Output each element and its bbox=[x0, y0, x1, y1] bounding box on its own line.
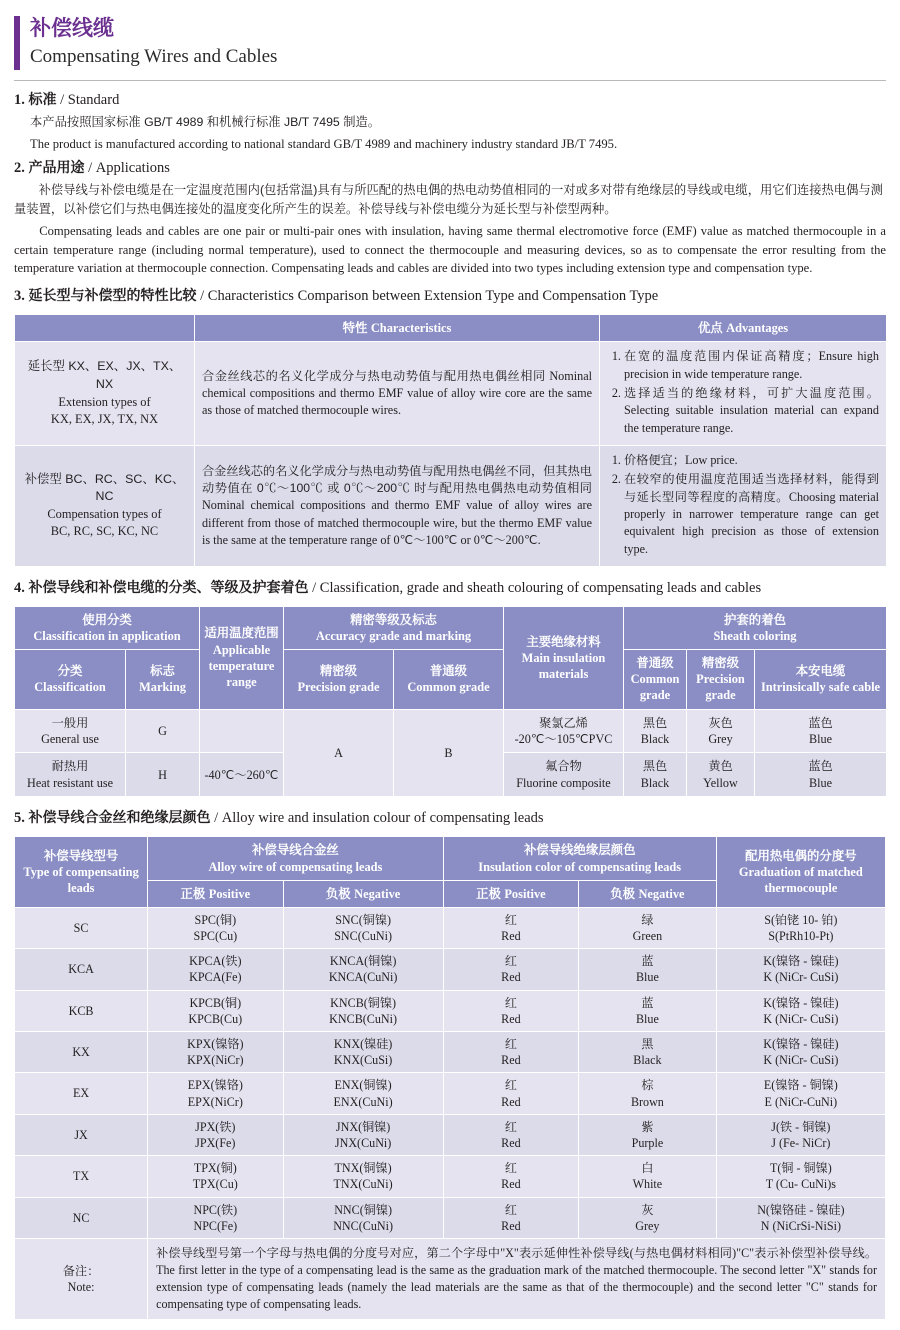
t4-row1-temp bbox=[200, 709, 284, 753]
t4-header-marking: 标志 Marking bbox=[126, 650, 200, 709]
t5-row-insulation-negative: 蓝 Blue bbox=[579, 949, 717, 990]
t5-row-type: SC bbox=[15, 907, 148, 948]
table-row bbox=[15, 342, 887, 446]
t4-header-precision-grade: 精密级 Precision grade bbox=[284, 650, 394, 709]
t5-row-graduation: E(镍铬 - 铜镍) E (NiCr-CuNi) bbox=[716, 1073, 885, 1114]
t5-row-insulation-negative: 黑 Black bbox=[579, 1031, 717, 1072]
t5-row-graduation: K(镍铬 - 镍硅) K (NiCr- CuSi) bbox=[716, 990, 885, 1031]
table-row bbox=[15, 445, 887, 566]
characteristics-table bbox=[14, 314, 887, 567]
t5-row-insulation-negative: 白 White bbox=[579, 1156, 717, 1197]
t5-row-type: TX bbox=[15, 1156, 148, 1197]
t5-row-alloy-negative: KNCB(铜镍) KNCB(CuNi) bbox=[283, 990, 443, 1031]
t5-row-alloy-positive: JPX(铁) JPX(Fe) bbox=[148, 1114, 283, 1155]
section-2-title-en: Applications bbox=[95, 160, 170, 177]
t3-header-characteristics: 特性 Characteristics bbox=[195, 315, 600, 342]
t4-precision-grade-value: A bbox=[284, 709, 394, 797]
t5-row-alloy-positive: KPX(镍铬) KPX(NiCr) bbox=[148, 1031, 283, 1072]
t5-row-graduation: T(铜 - 铜镍) T (Cu- CuNi)s bbox=[716, 1156, 885, 1197]
t4-header-insulation: 主要绝缘材料 Main insulation materials bbox=[504, 606, 624, 709]
t4-row2-sheath-common: 黑色 Black bbox=[624, 753, 687, 797]
t5-row-alloy-negative: SNC(铜镍) SNC(CuNi) bbox=[283, 907, 443, 948]
title-texts bbox=[30, 16, 277, 70]
t5-row-alloy-negative: JNX(铜镍) JNX(CuNi) bbox=[283, 1114, 443, 1155]
t4-header-sheath-safe: 本安电缆 Intrinsically safe cable bbox=[755, 650, 887, 709]
section-4-number: 4. bbox=[14, 579, 25, 596]
t5-row-insulation-positive: 红 Red bbox=[443, 1073, 578, 1114]
t5-row-alloy-positive: SPC(铜) SPC(Cu) bbox=[148, 907, 283, 948]
section-1-number: 1. bbox=[14, 91, 25, 108]
t5-row-alloy-positive: EPX(镍铬) EPX(NiCr) bbox=[148, 1073, 283, 1114]
t4-row2-marking: H bbox=[126, 753, 200, 797]
section-5-title-cn: 补偿导线合金丝和绝缘层颜色 bbox=[28, 809, 211, 826]
section-4-title-cn: 补偿导线和补偿电缆的分类、等级及护套着色 bbox=[28, 578, 309, 595]
section-3-title-en: Characteristics Comparison between Extension Type and Compensation Type bbox=[207, 288, 659, 305]
t5-row-insulation-positive: 红 Red bbox=[443, 1197, 578, 1238]
section-2-body-en: Compensating leads and cables are one pair or multi-pair ones with insulation, having same thermal electromotive force (EMF) value as matched thermocouple in a certain temperature range (including normal temperature), used to connect the thermocouple and measuring devices, so as to compensate the error resulting from the temperature variation at thermocouple connection. Compensating leads and cables are divided into two types including extension type and compensation type. bbox=[14, 224, 886, 275]
section-4-separator: / bbox=[312, 579, 317, 596]
t5-row-alloy-positive: NPC(铁) NPC(Fe) bbox=[148, 1197, 283, 1238]
t5-header-insulation-positive: 正极 Positive bbox=[443, 880, 578, 907]
t4-header-sheath-common: 普通级 Common grade bbox=[624, 650, 687, 709]
t5-row-insulation-positive: 红 Red bbox=[443, 1114, 578, 1155]
t5-row-type: JX bbox=[15, 1114, 148, 1155]
table-row bbox=[15, 1031, 886, 1072]
t5-header-alloy-group: 补偿导线合金丝 Alloy wire of compensating leads bbox=[148, 837, 444, 880]
t5-row-alloy-negative: ENX(铜镍) ENX(CuNi) bbox=[283, 1073, 443, 1114]
t5-row-alloy-positive: KPCA(铁) KPCA(Fe) bbox=[148, 949, 283, 990]
t3-row2-advantages: 1. 价格便宜；Low price. 2. 在较窄的使用温度范围适当选择材料，能得到与延长型同等程度的高精度。Choosing material properly in narrower temperature range can get equivalent high precision as those of extension type. bbox=[600, 445, 887, 566]
t3-row1-characteristics: 合金丝线芯的名义化学成分与热电动势值与配用热电偶丝相同 Nominal chemical compositions and thermo EMF value of alloy wire core are the same as those of matched thermocouple wires. bbox=[195, 342, 600, 446]
t3-row1-label: 延长型 KX、EX、JX、TX、NX Extension types of KX, EX, JX, TX, NX bbox=[15, 342, 195, 446]
t5-header-alloy-positive: 正极 Positive bbox=[148, 880, 283, 907]
t5-row-alloy-negative: TNX(铜镍) TNX(CuNi) bbox=[283, 1156, 443, 1197]
section-classification bbox=[0, 577, 900, 599]
title-en: Compensating Wires and Cables bbox=[30, 46, 278, 68]
t4-row1-insulation: 聚氯乙烯 -20℃～105℃PVC bbox=[504, 709, 624, 753]
t5-row-graduation: K(镍铬 - 镍硅) K (NiCr- CuSi) bbox=[716, 1031, 885, 1072]
bottom-spacer bbox=[0, 1320, 900, 1330]
table-row bbox=[15, 315, 887, 342]
t4-row1-sheath-safe: 蓝色 Blue bbox=[755, 709, 887, 753]
t3-row2-label: 补偿型 BC、RC、SC、KC、NC Compensation types of BC, RC, SC, KC, NC bbox=[15, 445, 195, 566]
table-row bbox=[15, 1114, 886, 1155]
t3-row2-characteristics: 合金丝线芯的名义化学成分与热电动势值与配用热电偶丝不同，但其热电动势值在 0℃～100℃ 或 0℃～200℃ 时与配用热电偶热电动势值相同 Nominal chemical compositions and thermo EMF value of alloy wires are different from those of matched thermocouple wire, but the thermo EMF value is the same at the temperature range of 0℃～100℃ or 0℃～200℃. bbox=[195, 445, 600, 566]
section-2-title-cn: 产品用途 bbox=[28, 159, 85, 176]
t4-row2-temp: -40℃～260℃ bbox=[200, 753, 284, 797]
section-alloy-colour bbox=[0, 807, 900, 829]
t5-row-insulation-negative: 棕 Brown bbox=[579, 1073, 717, 1114]
t3-header-blank bbox=[15, 315, 195, 342]
title-cn: 补偿线缆 bbox=[30, 17, 114, 40]
t5-row-graduation: K(镍铬 - 镍硅) K (NiCr- CuSi) bbox=[716, 949, 885, 990]
t5-row-graduation: N(镍铬硅 - 镍硅) N (NiCrSi-NiSi) bbox=[716, 1197, 885, 1238]
section-1-separator: / bbox=[60, 91, 65, 108]
classification-table bbox=[14, 606, 887, 798]
table-row bbox=[15, 990, 886, 1031]
t4-row1-sheath-precision: 灰色 Grey bbox=[687, 709, 755, 753]
table-row bbox=[15, 1073, 886, 1114]
table-row bbox=[15, 1197, 886, 1238]
t4-header-classification-group: 使用分类 Classification in application bbox=[15, 606, 200, 649]
t5-note-label: 备注： Note: bbox=[15, 1239, 148, 1320]
t4-header-accuracy-group: 精密等级及标志 Accuracy grade and marking bbox=[284, 606, 504, 649]
t4-row2-class: 耐热用 Heat resistant use bbox=[15, 753, 126, 797]
t3-row1-advantages: 1. 在宽的温度范围内保证高精度；Ensure high precision in wide temperature range. 2. 选择适当的绝缘材料，可扩大温度范围。Selecting suitable insulation material can expand the temperature range. bbox=[600, 342, 887, 446]
section-1-heading bbox=[14, 89, 886, 111]
t5-row-insulation-positive: 红 Red bbox=[443, 1031, 578, 1072]
t5-row-type: KX bbox=[15, 1031, 148, 1072]
page-title bbox=[0, 0, 900, 70]
section-4-title-en: Classification, grade and sheath colouring of compensating leads and cables bbox=[319, 579, 762, 596]
table-row bbox=[15, 1156, 886, 1197]
title-divider bbox=[14, 80, 886, 81]
section-1-body-en: The product is manufactured according to national standard GB/T 4989 and machinery industry standard JB/T 7495. bbox=[30, 137, 618, 151]
t4-header-sheath-group: 护套的着色 Sheath coloring bbox=[624, 606, 887, 649]
t5-row-type: KCB bbox=[15, 990, 148, 1031]
section-2-heading bbox=[14, 157, 886, 179]
section-3-heading bbox=[14, 285, 886, 307]
table-row bbox=[15, 837, 886, 880]
t5-header-graduation: 配用热电偶的分度号 Graduation of matched thermocouple bbox=[716, 837, 885, 907]
t5-row-alloy-negative: NNC(铜镍) NNC(CuNi) bbox=[283, 1197, 443, 1238]
section-1-title-cn: 标准 bbox=[28, 90, 57, 107]
t5-row-alloy-negative: KNX(镍硅) KNX(CuSi) bbox=[283, 1031, 443, 1072]
t5-header-alloy-negative: 负极 Negative bbox=[283, 880, 443, 907]
t5-row-insulation-positive: 红 Red bbox=[443, 990, 578, 1031]
t4-header-class: 分类 Classification bbox=[15, 650, 126, 709]
t4-header-temperature: 适用温度范围 Applicable temperature range bbox=[200, 606, 284, 709]
t5-row-insulation-negative: 蓝 Blue bbox=[579, 990, 717, 1031]
t5-header-type: 补偿导线型号 Type of compensating leads bbox=[15, 837, 148, 907]
t5-header-insulation-group: 补偿导线绝缘层颜色 Insulation color of compensating leads bbox=[443, 837, 716, 880]
section-applications bbox=[0, 157, 900, 277]
section-standard bbox=[0, 89, 900, 153]
t5-row-alloy-negative: KNCA(铜镍) KNCA(CuNi) bbox=[283, 949, 443, 990]
section-1-title-en: Standard bbox=[67, 91, 120, 108]
t5-row-insulation-negative: 绿 Green bbox=[579, 907, 717, 948]
title-accent-bar bbox=[14, 16, 20, 70]
section-characteristics bbox=[0, 285, 900, 307]
t5-row-type: KCA bbox=[15, 949, 148, 990]
alloy-colour-table bbox=[14, 836, 886, 1319]
t5-row-alloy-positive: KPCB(铜) KPCB(Cu) bbox=[148, 990, 283, 1031]
t4-common-grade-value: B bbox=[394, 709, 504, 797]
t5-note-text: 补偿导线型号第一个字母与热电偶的分度号对应，第二个字母中"X"表示延伸性补偿导线(与热电偶材料相同)"C"表示补偿型补偿导线。 The first letter in the type of a compensating lead is the same as the graduation mark of the matched thermocouple. The second letter "X" stands for extension type of compensating leads (namely the lead materials are the same as that of the thermocouple) and the second letter "C" stands for compensating type of compensating leads. bbox=[148, 1239, 886, 1320]
section-5-number: 5. bbox=[14, 810, 25, 827]
t5-row-insulation-negative: 灰 Grey bbox=[579, 1197, 717, 1238]
t5-row-insulation-positive: 红 Red bbox=[443, 907, 578, 948]
section-5-separator: / bbox=[214, 810, 219, 827]
section-4-heading bbox=[14, 577, 886, 599]
table-row bbox=[15, 606, 887, 649]
section-3-number: 3. bbox=[14, 288, 25, 305]
section-5-title-en: Alloy wire and insulation colour of compensating leads bbox=[221, 810, 544, 827]
t4-header-common-grade: 普通级 Common grade bbox=[394, 650, 504, 709]
table-row bbox=[15, 650, 887, 709]
t4-row2-sheath-precision: 黄色 Yellow bbox=[687, 753, 755, 797]
section-3-separator: / bbox=[200, 288, 205, 305]
section-3-title-cn: 延长型与补偿型的特性比较 bbox=[28, 287, 197, 304]
t4-header-sheath-precision: 精密级 Precision grade bbox=[687, 650, 755, 709]
t5-row-type: NC bbox=[15, 1197, 148, 1238]
t4-row2-insulation: 氟合物 Fluorine composite bbox=[504, 753, 624, 797]
t5-row-type: EX bbox=[15, 1073, 148, 1114]
section-2-number: 2. bbox=[14, 160, 25, 177]
table-row bbox=[15, 1239, 886, 1320]
t4-row2-sheath-safe: 蓝色 Blue bbox=[755, 753, 887, 797]
table-row bbox=[15, 907, 886, 948]
t5-row-insulation-negative: 紫 Purple bbox=[579, 1114, 717, 1155]
table-row bbox=[15, 709, 887, 753]
table-row bbox=[15, 949, 886, 990]
t5-row-graduation: S(铂铑 10- 铂) S(PtRh10-Pt) bbox=[716, 907, 885, 948]
t5-row-graduation: J(铁 - 铜镍) J (Fe- NiCr) bbox=[716, 1114, 885, 1155]
section-1-body-cn: 本产品按照国家标准 GB/T 4989 和机械行标准 JB/T 7495 制造。 bbox=[30, 114, 381, 129]
section-5-heading bbox=[14, 807, 886, 829]
t3-header-advantages: 优点 Advantages bbox=[600, 315, 887, 342]
section-2-separator: / bbox=[88, 160, 93, 177]
t5-row-insulation-positive: 红 Red bbox=[443, 1156, 578, 1197]
section-2-body-cn: 补偿导线与补偿电缆是在一定温度范围内(包括常温)具有与所匹配的热电偶的热电动势值相同的一对或多对带有绝缘层的导线或电缆，用它们连接热电偶与测量装置，以补偿它们与热电偶连接处的温度变化所产生的误差。补偿导线与补偿电缆分为延长型与补偿型两种。 bbox=[14, 183, 883, 217]
t5-row-insulation-positive: 红 Red bbox=[443, 949, 578, 990]
t5-row-alloy-positive: TPX(铜) TPX(Cu) bbox=[148, 1156, 283, 1197]
t5-header-insulation-negative: 负极 Negative bbox=[579, 880, 717, 907]
t4-row1-sheath-common: 黑色 Black bbox=[624, 709, 687, 753]
t4-row1-class: 一般用 General use bbox=[15, 709, 126, 753]
t4-row1-marking: G bbox=[126, 709, 200, 753]
